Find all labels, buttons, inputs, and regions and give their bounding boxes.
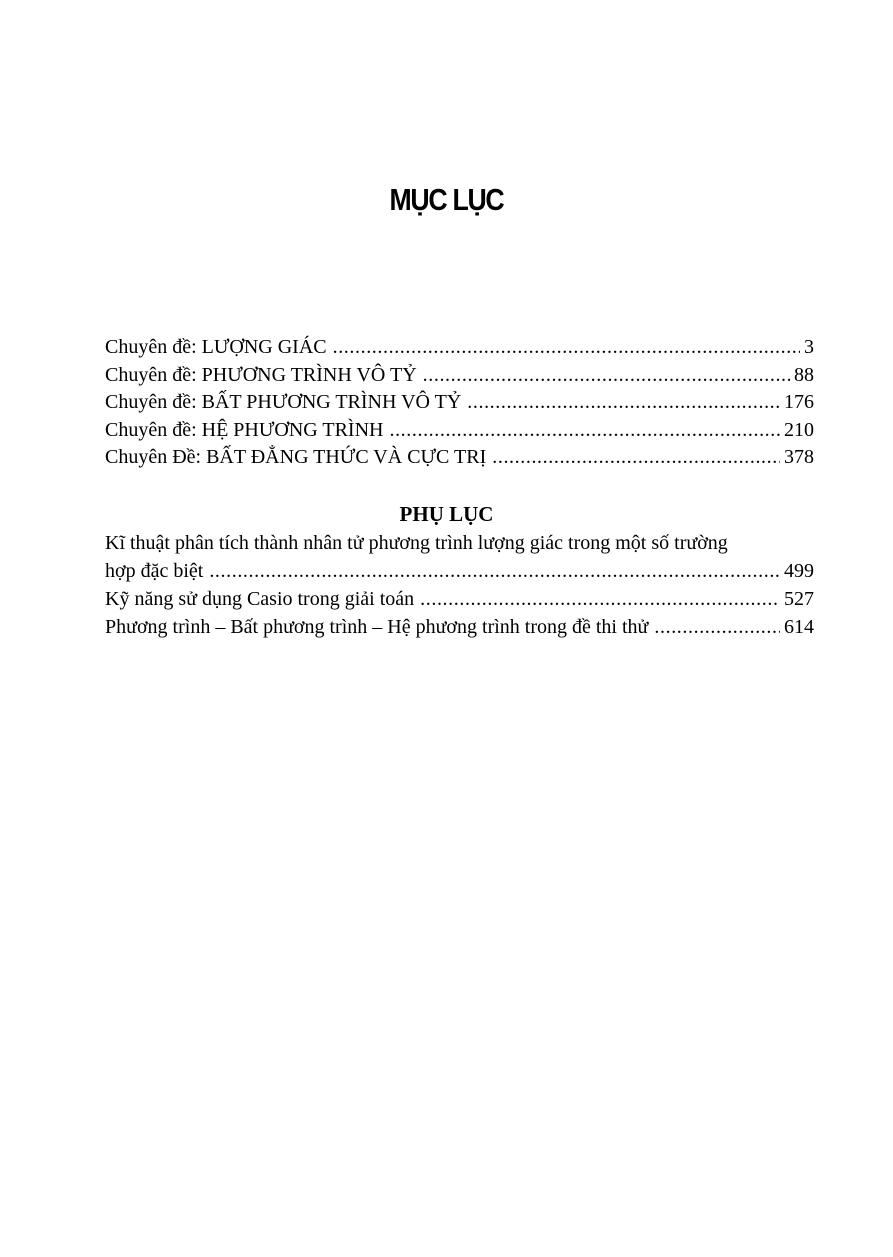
toc-entry-page: 88 xyxy=(794,363,814,386)
toc-entry[interactable] xyxy=(105,389,814,417)
toc-entry-label: Kỹ năng sử dụng Casio trong giải toán xyxy=(105,588,415,610)
toc-leader-dots xyxy=(209,557,780,585)
toc-entry[interactable] xyxy=(105,444,814,472)
toc-leader-dots xyxy=(333,334,800,362)
toc-entry-label-line[interactable]: Kĩ thuật phân tích thành nhân tử phương trình lượng giác trong một số trường xyxy=(105,532,728,554)
toc-entry-label: hợp đặc biệt xyxy=(105,560,204,582)
appendix-title: PHỤ LỤC xyxy=(399,502,494,526)
appendix-contents xyxy=(105,529,814,641)
toc-entry-label: Chuyên đề: LƯỢNG GIÁC xyxy=(105,336,327,358)
toc-entry-page: 527 xyxy=(784,588,814,610)
toc-entry[interactable] xyxy=(105,417,814,445)
page-title: MỤC LỤC xyxy=(389,182,504,217)
toc-entry-page: 3 xyxy=(804,336,814,358)
toc-entry[interactable] xyxy=(105,334,814,362)
toc-entry-label: Chuyên đề: HỆ PHƯƠNG TRÌNH xyxy=(105,418,384,441)
toc-entry[interactable] xyxy=(105,613,814,641)
toc-entry-label: Chuyên đề: PHƯƠNG TRÌNH VÔ TỶ xyxy=(105,363,417,386)
toc-entry-page: 210 xyxy=(784,418,814,441)
toc-entry-page: 378 xyxy=(784,446,814,468)
table-of-contents xyxy=(105,334,814,472)
toc-entry-label: Phương trình – Bất phương trình – Hệ phương trình trong đề thi thử xyxy=(105,616,649,638)
toc-entry[interactable] xyxy=(105,362,814,390)
toc-entry-label: Chuyên Đề: BẤT ĐẲNG THỨC VÀ CỰC TRỊ xyxy=(105,446,487,468)
toc-entry[interactable] xyxy=(105,585,814,613)
toc-leader-dots xyxy=(420,585,780,613)
toc-entry-page: 499 xyxy=(784,560,814,582)
toc-entry-page: 176 xyxy=(784,391,814,413)
toc-leader-dots xyxy=(467,389,780,417)
toc-leader-dots xyxy=(654,613,780,641)
toc-entry-page: 614 xyxy=(784,616,814,638)
toc-leader-dots xyxy=(389,417,780,445)
toc-leader-dots xyxy=(492,444,780,472)
toc-entry-label: Chuyên đề: BẤT PHƯƠNG TRÌNH VÔ TỶ xyxy=(105,391,462,413)
toc-entry[interactable] xyxy=(105,557,814,585)
toc-leader-dots xyxy=(423,362,790,390)
